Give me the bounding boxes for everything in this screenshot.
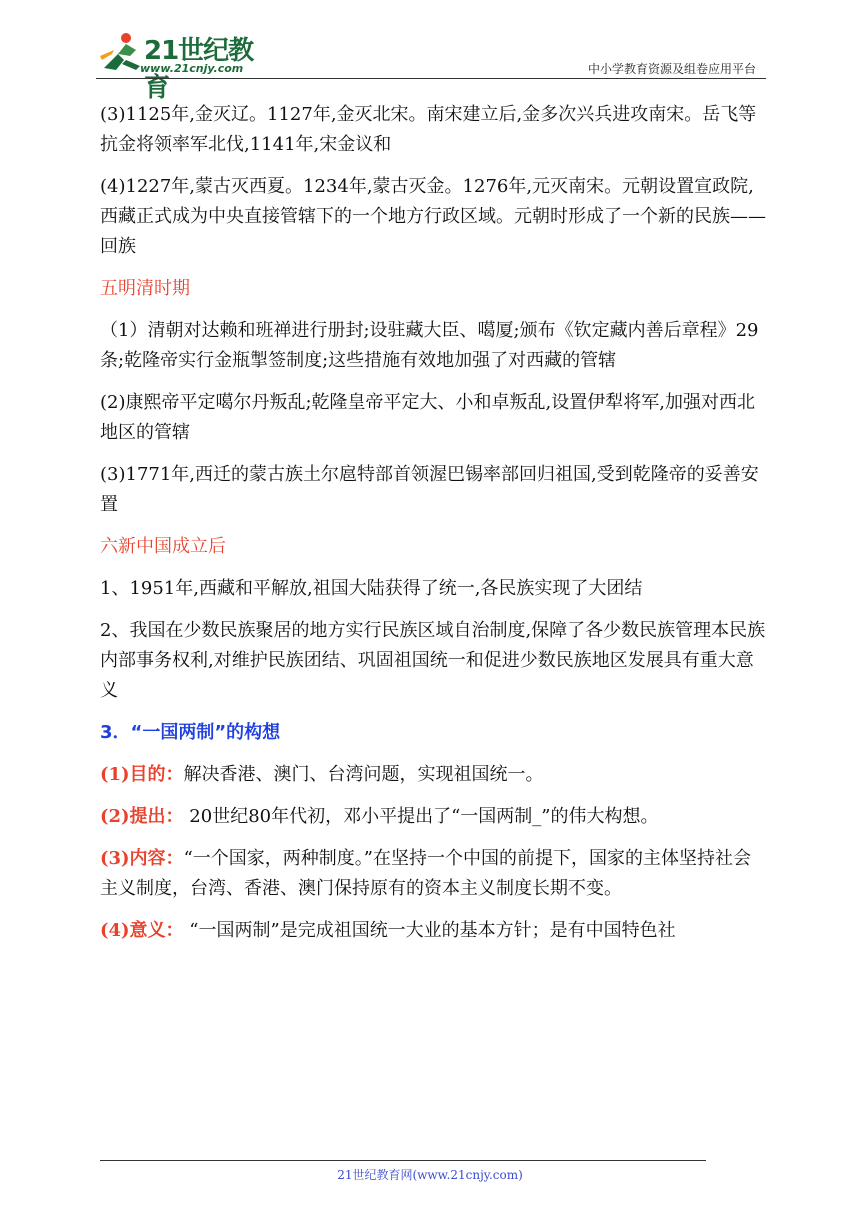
item-label: (2)提出：: [100, 806, 184, 827]
page-header: [96, 28, 766, 103]
item-label: (4)意义：: [100, 920, 184, 941]
paragraph: (3)1125年,金灭辽。1127年,金灭北宋。南宋建立后,金多次兴兵进攻南宋。岳飞等抗金将领率军北伐,1141年,宋金议和: [100, 104, 757, 155]
list-item: [100, 844, 766, 904]
item-text: “一个国家，两种制度。”在坚持一个中国的前提下，国家的主体坚持社会主义制度，台湾、香港、澳门保持原有的资本主义制度长期不变。: [100, 848, 751, 899]
header-divider: [96, 78, 766, 79]
paragraph: (4)1227年,蒙古灭西夏。1234年,蒙古灭金。1276年,元灭南宋。元朝设置宣政院,西藏正式成为中央直接管辖下的一个地方行政区域。元朝时形成了一个新的民族——回族: [100, 176, 766, 257]
section-heading: 六新中国成立后: [100, 536, 226, 557]
document-body: [100, 100, 766, 958]
item-text: “一国两制”是完成祖国统一大业的基本方针；是有中国特色社: [183, 920, 676, 941]
item-text: 20世纪80年代初，邓小平提出了“一国两制_”的伟大构想。: [183, 806, 659, 827]
item-text: 解决香港、澳门、台湾问题，实现祖国统一。: [183, 764, 544, 785]
paragraph: (2)康熙帝平定噶尔丹叛乱;乾隆皇帝平定大、小和卓叛乱,设置伊犁将军,加强对西北地区的管辖: [100, 392, 756, 443]
platform-title: 中小学教育资源及组卷应用平台: [587, 62, 756, 76]
footer-divider: [100, 1160, 706, 1161]
logo-url: www.21cnjy.com: [140, 62, 244, 75]
logo-text: 21世纪教育: [144, 36, 254, 103]
list-item: [100, 916, 766, 946]
paragraph: （1）清朝对达赖和班禅进行册封;设驻藏大臣、噶厦;颁布《钦定藏内善后章程》29条;乾隆帝实行金瓶掣签制度;这些措施有效地加强了对西藏的管辖: [100, 320, 759, 371]
item-label: (1)目的：: [100, 764, 184, 785]
runner-logo-icon: [96, 30, 144, 74]
list-item: [100, 802, 766, 832]
page-footer[interactable]: 21世纪教育网(www.21cnjy.com): [337, 1168, 523, 1182]
section-heading: 3．“一国两制”的构想: [100, 722, 281, 743]
site-logo[interactable]: [96, 30, 266, 103]
paragraph: (3)1771年,西迁的蒙古族土尔扈特部首领渥巴锡率部回归祖国,受到乾隆帝的妥善安置: [100, 464, 759, 515]
paragraph: 2、我国在少数民族聚居的地方实行民族区域自治制度,保障了各少数民族管理本民族内部事务权利,对维护民族团结、巩固祖国统一和促进少数民族地区发展具有重大意义: [100, 620, 766, 701]
paragraph: 1、1951年,西藏和平解放,祖国大陆获得了统一,各民族实现了大团结: [100, 578, 643, 599]
list-item: [100, 760, 766, 790]
section-heading: 五明清时期: [100, 278, 190, 299]
item-label: (3)内容：: [100, 848, 184, 869]
